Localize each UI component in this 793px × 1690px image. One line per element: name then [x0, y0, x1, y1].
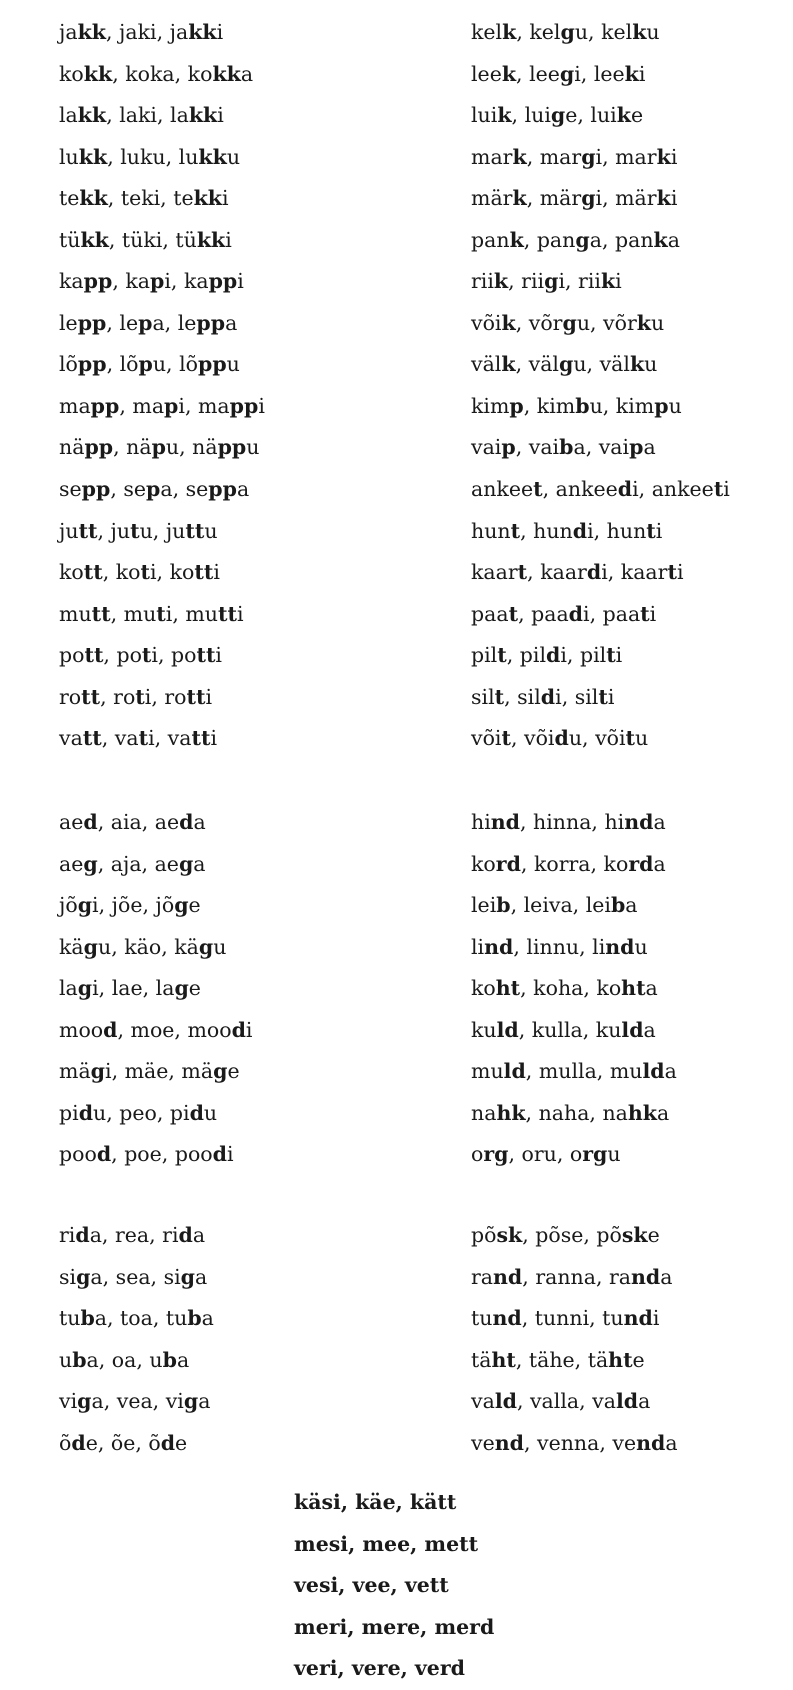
word-forms-line: mood, moe, moodi	[59, 1017, 253, 1042]
word-forms-line: silt, sildi, silti	[471, 684, 615, 709]
word-forms-line: koht, koha, kohta	[471, 976, 658, 1001]
bold-word-forms-line: mesi, mee, mett	[294, 1531, 479, 1556]
bold-word-forms-line: vesi, vee, vett	[294, 1573, 449, 1597]
word-forms-line: kimp, kimbu, kimpu	[471, 393, 682, 418]
word-forms-line: kapp, kapi, kappi	[59, 269, 244, 294]
word-forms-line: põsk, põse, põske	[471, 1223, 660, 1247]
word-forms-line: märk, märgi, märki	[471, 186, 678, 211]
word-forms-line: pilt, pildi, pilti	[471, 643, 623, 668]
word-forms-line: viga, vea, viga	[59, 1389, 211, 1414]
word-forms-line: jõgi, jõe, jõge	[59, 893, 201, 918]
word-forms-line: lukk, luku, lukku	[59, 144, 241, 169]
word-forms-line: vatt, vati, vatti	[59, 726, 218, 751]
word-forms-line: hind, hinna, hinda	[471, 810, 666, 834]
word-forms-line: aed, aia, aeda	[59, 810, 206, 834]
word-forms-line: sepp, sepa, seppa	[59, 477, 250, 502]
word-forms-line: kokk, koka, kokka	[59, 61, 254, 86]
word-forms-line: tund, tunni, tundi	[471, 1306, 660, 1331]
word-forms-line: tekk, teki, tekki	[59, 186, 229, 211]
word-forms-line: lagi, lae, lage	[59, 976, 201, 1001]
word-forms-line: kaart, kaardi, kaarti	[471, 560, 684, 585]
bold-word-forms-line: käsi, käe, kätt	[294, 1490, 457, 1514]
word-forms-line: jutt, jutu, juttu	[59, 518, 218, 543]
bold-word-list	[294, 1482, 494, 1690]
word-forms-line: leek, leegi, leeki	[471, 61, 646, 86]
word-forms-line: siga, sea, siga	[59, 1264, 208, 1289]
word-forms-line: nahk, naha, nahka	[471, 1100, 670, 1125]
word-forms-line: kott, koti, kotti	[59, 560, 220, 585]
word-forms-line: rand, ranna, randa	[471, 1264, 673, 1289]
word-forms-line: võit, võidu, võitu	[471, 726, 649, 751]
word-forms-line: luik, luige, luike	[471, 103, 644, 128]
word-forms-line: rida, rea, rida	[59, 1223, 206, 1247]
bold-word-forms-line: meri, mere, merd	[294, 1614, 495, 1639]
word-forms-line: mark, margi, marki	[471, 144, 678, 169]
word-forms-line: võik, võrgu, võrku	[471, 310, 665, 335]
word-forms-line: kelk, kelgu, kelku	[471, 20, 660, 44]
word-forms-line: jakk, jaki, jakki	[59, 20, 224, 44]
word-column-left	[59, 12, 265, 760]
bold-word-forms-line: veri, vere, verd	[294, 1656, 465, 1680]
word-forms-line: kägu, käo, kägu	[59, 934, 227, 959]
word-column-left	[59, 1215, 214, 1464]
word-forms-line: pank, panga, panka	[471, 227, 680, 252]
word-forms-line: pott, poti, potti	[59, 643, 222, 668]
word-forms-line: ankeet, ankeedi, ankeeti	[471, 477, 730, 502]
word-forms-line: hunt, hundi, hunti	[471, 518, 663, 543]
word-forms-line: kord, korra, korda	[471, 851, 666, 876]
word-forms-line: mutt, muti, mutti	[59, 601, 244, 626]
word-forms-line: mapp, mapi, mappi	[59, 393, 265, 418]
word-column-right	[471, 1215, 678, 1464]
word-forms-line: mägi, mäe, mäge	[59, 1059, 240, 1084]
word-forms-line: vaip, vaiba, vaipa	[471, 435, 656, 460]
word-forms-line: lakk, laki, lakki	[59, 103, 224, 128]
word-forms-line: välk, välgu, välku	[471, 352, 658, 377]
word-forms-line: uba, oa, uba	[59, 1347, 190, 1372]
word-forms-line: vend, venna, venda	[471, 1430, 678, 1455]
word-forms-line: kuld, kulla, kulda	[471, 1017, 656, 1042]
word-forms-line: tuba, toa, tuba	[59, 1306, 214, 1331]
word-column-right	[471, 12, 730, 760]
word-forms-line: täht, tähe, tähte	[471, 1347, 645, 1372]
word-forms-line: paat, paadi, paati	[471, 601, 657, 626]
word-forms-line: rott, roti, rotti	[59, 684, 213, 709]
word-column-left	[59, 802, 252, 1176]
word-forms-line: õde, õe, õde	[59, 1430, 188, 1455]
word-forms-line: muld, mulla, mulda	[471, 1059, 677, 1084]
word-forms-line: aeg, aja, aega	[59, 851, 206, 876]
word-forms-line: lind, linnu, lindu	[471, 934, 648, 959]
word-forms-line: pood, poe, poodi	[59, 1142, 234, 1167]
word-column-right	[471, 802, 677, 1176]
word-forms-line: lepp, lepa, leppa	[59, 310, 238, 335]
word-forms-line: näpp, näpu, näppu	[59, 435, 260, 460]
word-forms-line: pidu, peo, pidu	[59, 1100, 218, 1125]
word-forms-line: tükk, tüki, tükki	[59, 227, 232, 252]
word-forms-line: vald, valla, valda	[471, 1389, 651, 1414]
word-forms-line: leib, leiva, leiba	[471, 893, 638, 918]
word-forms-line: org, oru, orgu	[471, 1142, 621, 1167]
word-forms-line: lõpp, lõpu, lõppu	[59, 352, 240, 377]
word-forms-line: riik, riigi, riiki	[471, 269, 622, 294]
